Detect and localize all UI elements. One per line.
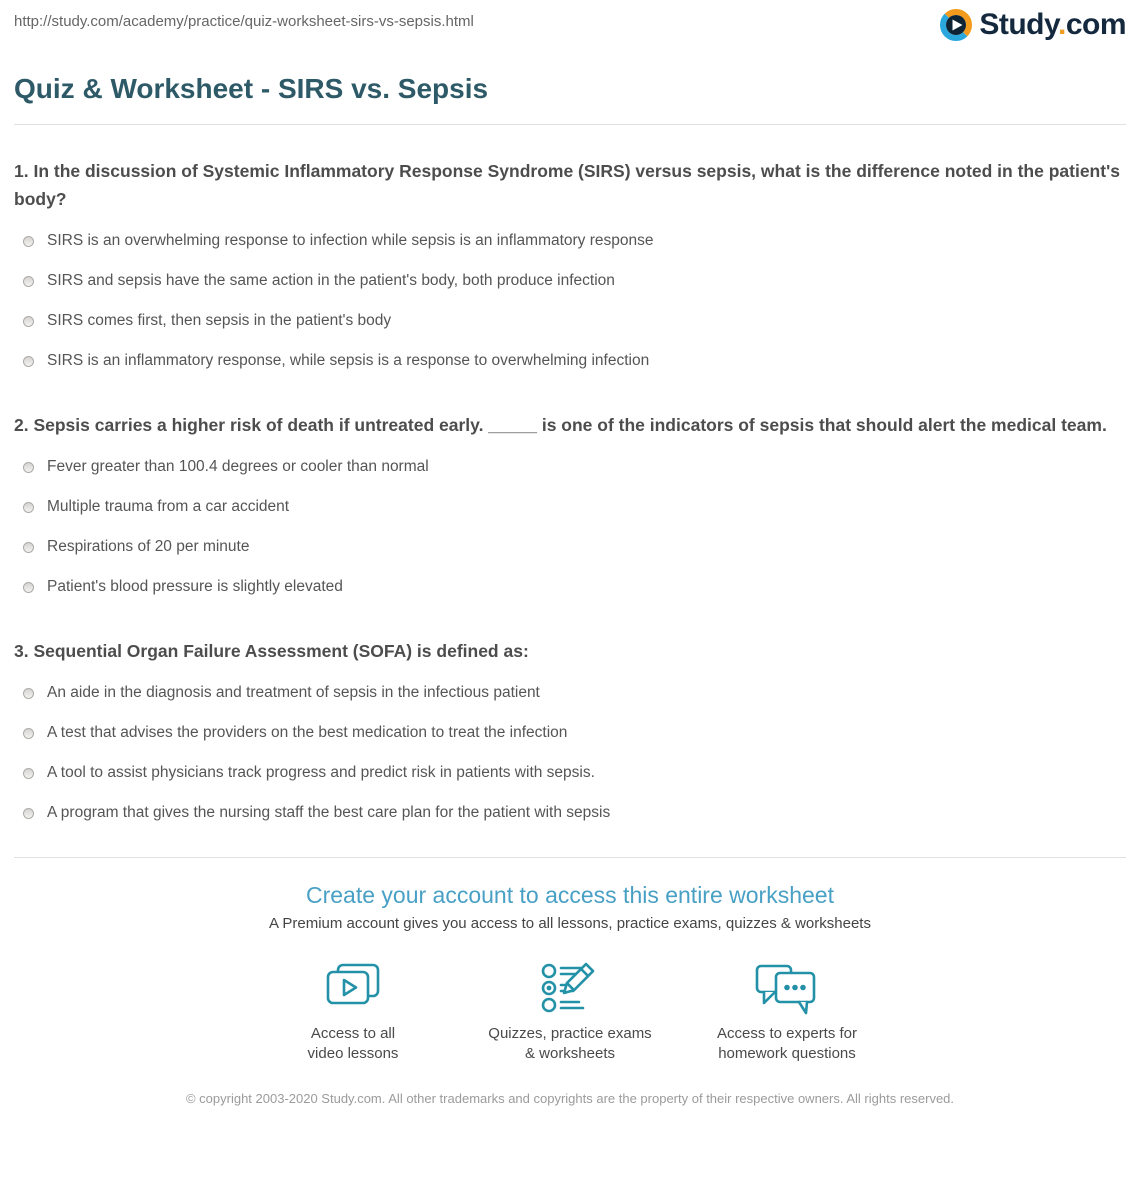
answer-option[interactable] [23,579,1126,595]
feature-label: Quizzes, practice exams & worksheets [488,1025,652,1062]
answer-option-label: Fever greater than 100.4 degrees or cooler than normal [47,458,429,475]
question-3-options [14,685,1126,821]
answer-option-label: An aide in the diagnosis and treatment of sepsis in the infectious patient [47,684,540,701]
question-1-text: 1. In the discussion of Systemic Inflammatory Response Syndrome (SIRS) versus sepsis, what is the difference noted in the patient's body? [14,161,1120,209]
signup-subheading: A Premium account gives you access to all lessons, practice exams, quizzes & worksheets [269,915,871,932]
answer-option[interactable] [23,725,1126,741]
answer-option[interactable] [23,539,1126,555]
answer-option[interactable] [23,499,1126,515]
answer-option[interactable] [23,233,1126,249]
chat-experts-icon [679,962,896,1018]
copyright-notice: © copyright 2003-2020 Study.com. All other trademarks and copyrights are the property of their respective owners. All rights reserved. [185,1091,955,1106]
studycom-logo-text: Study.com [979,8,1126,41]
answer-option[interactable] [23,459,1126,475]
question-3 [14,637,1126,821]
question-1-options [14,233,1126,369]
answer-option[interactable] [23,805,1126,821]
radio-button[interactable] [23,582,34,593]
answer-option-label: SIRS is an inflammatory response, while sepsis is a response to overwhelming infection [47,352,650,369]
feature-list [14,962,1126,1064]
video-lessons-icon [245,962,462,1018]
answer-option[interactable] [23,765,1126,781]
answer-option[interactable] [23,273,1126,289]
page-title: Quiz & Worksheet - SIRS vs. Sepsis [14,73,489,104]
radio-button[interactable] [23,462,34,473]
answer-option-label: A program that gives the nursing staff the best care plan for the patient with sepsis [47,804,611,821]
radio-button[interactable] [23,728,34,739]
question-2 [14,411,1126,595]
answer-option-label: Patient's blood pressure is slightly elevated [47,578,343,595]
answer-option-label: A test that advises the providers on the best medication to treat the infection [47,724,568,741]
footer [14,1090,1126,1127]
radio-button[interactable] [23,276,34,287]
radio-button[interactable] [23,236,34,247]
signup-promo [14,858,1126,1064]
answer-option-label: SIRS is an overwhelming response to infection while sepsis is an inflammatory response [47,232,654,249]
studycom-logo-icon [939,8,973,42]
page-url: http://study.com/academy/practice/quiz-worksheet-sirs-vs-sepsis.html [14,13,474,30]
answer-option-label: Multiple trauma from a car accident [47,498,290,515]
feature-quizzes-worksheets [462,962,679,1064]
feature-video-lessons [245,962,462,1064]
answer-option-label: Respirations of 20 per minute [47,538,250,555]
signup-heading[interactable]: Create your account to access this entire worksheet [306,882,834,908]
answer-option[interactable] [23,685,1126,701]
radio-button[interactable] [23,316,34,327]
radio-button[interactable] [23,542,34,553]
radio-button[interactable] [23,688,34,699]
question-3-text: 3. Sequential Organ Failure Assessment (SOFA) is defined as: [14,641,529,661]
question-2-text: 2. Sepsis carries a higher risk of death if untreated early. _____ is one of the indicators of sepsis that should alert the medical team. [14,415,1107,435]
radio-button[interactable] [23,768,34,779]
question-1 [14,157,1126,369]
divider [14,124,1126,125]
feature-label: Access to all video lessons [307,1025,399,1062]
header [14,0,1126,42]
feature-label: Access to experts for homework questions [716,1025,858,1062]
answer-option[interactable] [23,353,1126,369]
question-2-options [14,459,1126,595]
quizzes-worksheets-icon [462,962,679,1018]
answer-option[interactable] [23,313,1126,329]
answer-option-label: SIRS comes first, then sepsis in the patient's body [47,312,392,329]
radio-button[interactable] [23,808,34,819]
studycom-logo[interactable] [939,8,1126,42]
answer-option-label: SIRS and sepsis have the same action in the patient's body, both produce infection [47,272,615,289]
feature-chat-experts [679,962,896,1064]
radio-button[interactable] [23,502,34,513]
answer-option-label: A tool to assist physicians track progress and predict risk in patients with sepsis. [47,764,595,781]
radio-button[interactable] [23,356,34,367]
